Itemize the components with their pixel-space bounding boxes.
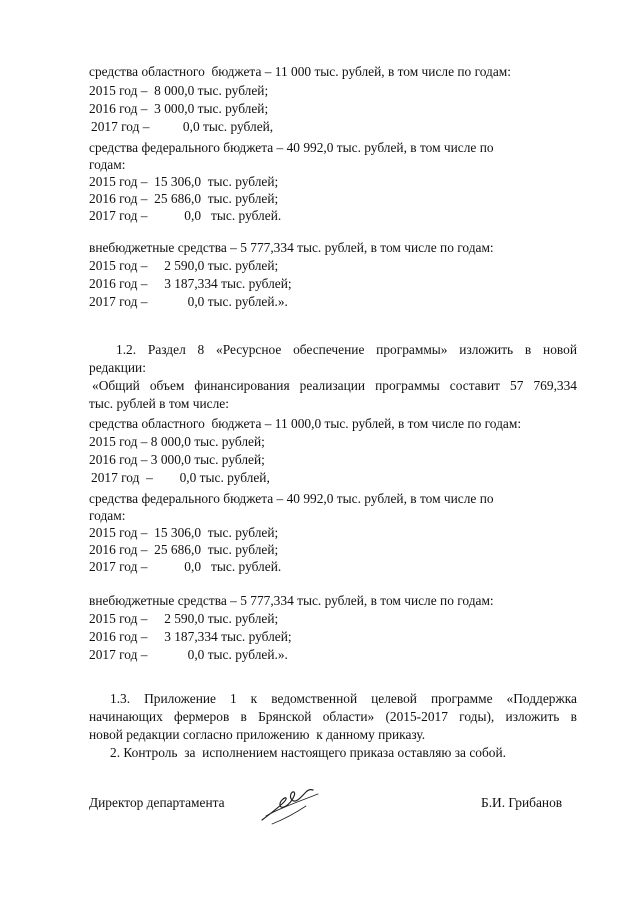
regional-2016-line: 2016 год – 3 000,0 тыс. рублей; <box>89 101 269 116</box>
total-financing-line-cont: тыс. рублей в том числе: <box>89 396 229 411</box>
regional-2017-line-2: 2017 год – 0,0 тыс. рублей, <box>91 470 270 485</box>
federal-2016-line: 2016 год – 25 686,0 тыс. рублей; <box>89 191 279 206</box>
item-1-2-line-cont: редакции: <box>89 360 146 375</box>
item-1-3-line-cont: начинающих фермеров в Брянской области» (2015-2017 годы), изложить в <box>89 709 577 724</box>
federal-2017-line-2: 2017 год – 0,0 тыс. рублей. <box>89 559 282 574</box>
item-1-2-line: 1.2. Раздел 8 «Ресурсное обеспечение программы» изложить в новой <box>116 342 577 357</box>
federal-budget-line-cont: годам: <box>89 157 126 172</box>
item-2-line: 2. Контроль за исполнением настоящего приказа оставляю за собой. <box>110 745 506 760</box>
regional-2016-line-2: 2016 год – 3 000,0 тыс. рублей; <box>89 452 265 467</box>
regional-budget-line: средства областного бюджета – 11 000 тыс. рублей, в том числе по годам: <box>89 64 511 79</box>
extrabudgetary-2015-line: 2015 год – 2 590,0 тыс. рублей; <box>89 258 279 273</box>
extrabudgetary-2016-line-2: 2016 год – 3 187,334 тыс. рублей; <box>89 629 292 644</box>
extrabudgetary-2016-line: 2016 год – 3 187,334 тыс. рублей; <box>89 276 292 291</box>
signature-mark <box>258 784 326 826</box>
extrabudgetary-line: внебюджетные средства – 5 777,334 тыс. рублей, в том числе по годам: <box>89 240 494 255</box>
regional-2015-line: 2015 год – 8 000,0 тыс. рублей; <box>89 83 269 98</box>
federal-2015-line-2: 2015 год – 15 306,0 тыс. рублей; <box>89 525 279 540</box>
item-1-3-line-end: новой редакции согласно приложению к данному приказу. <box>89 727 426 742</box>
regional-2017-line: 2017 год – 0,0 тыс. рублей, <box>91 119 274 134</box>
extrabudgetary-2017-line-2: 2017 год – 0,0 тыс. рублей.». <box>89 647 288 662</box>
federal-2017-line: 2017 год – 0,0 тыс. рублей. <box>89 208 282 223</box>
total-financing-line: «Общий объем финансирования реализации программы составит 57 769,334 <box>92 378 577 393</box>
signatory-position: Директор департамента <box>89 795 225 810</box>
regional-2015-line-2: 2015 год – 8 000,0 тыс. рублей; <box>89 434 265 449</box>
item-1-3-line: 1.3. Приложение 1 к ведомственной целевой программе «Поддержка <box>110 691 577 706</box>
federal-budget-line-2-cont: годам: <box>89 508 126 523</box>
federal-budget-line: средства федерального бюджета – 40 992,0 тыс. рублей, в том числе по <box>89 140 494 155</box>
federal-2015-line: 2015 год – 15 306,0 тыс. рублей; <box>89 174 279 189</box>
regional-budget-line-2: средства областного бюджета – 11 000,0 тыс. рублей, в том числе по годам: <box>89 416 522 431</box>
signatory-name: Б.И. Грибанов <box>481 795 563 810</box>
extrabudgetary-line-2: внебюджетные средства – 5 777,334 тыс. рублей, в том числе по годам: <box>89 593 494 608</box>
federal-budget-line-2: средства федерального бюджета – 40 992,0 тыс. рублей, в том числе по <box>89 491 494 506</box>
federal-2016-line-2: 2016 год – 25 686,0 тыс. рублей; <box>89 542 279 557</box>
extrabudgetary-2015-line-2: 2015 год – 2 590,0 тыс. рублей; <box>89 611 279 626</box>
extrabudgetary-2017-line: 2017 год – 0,0 тыс. рублей.». <box>89 294 288 309</box>
